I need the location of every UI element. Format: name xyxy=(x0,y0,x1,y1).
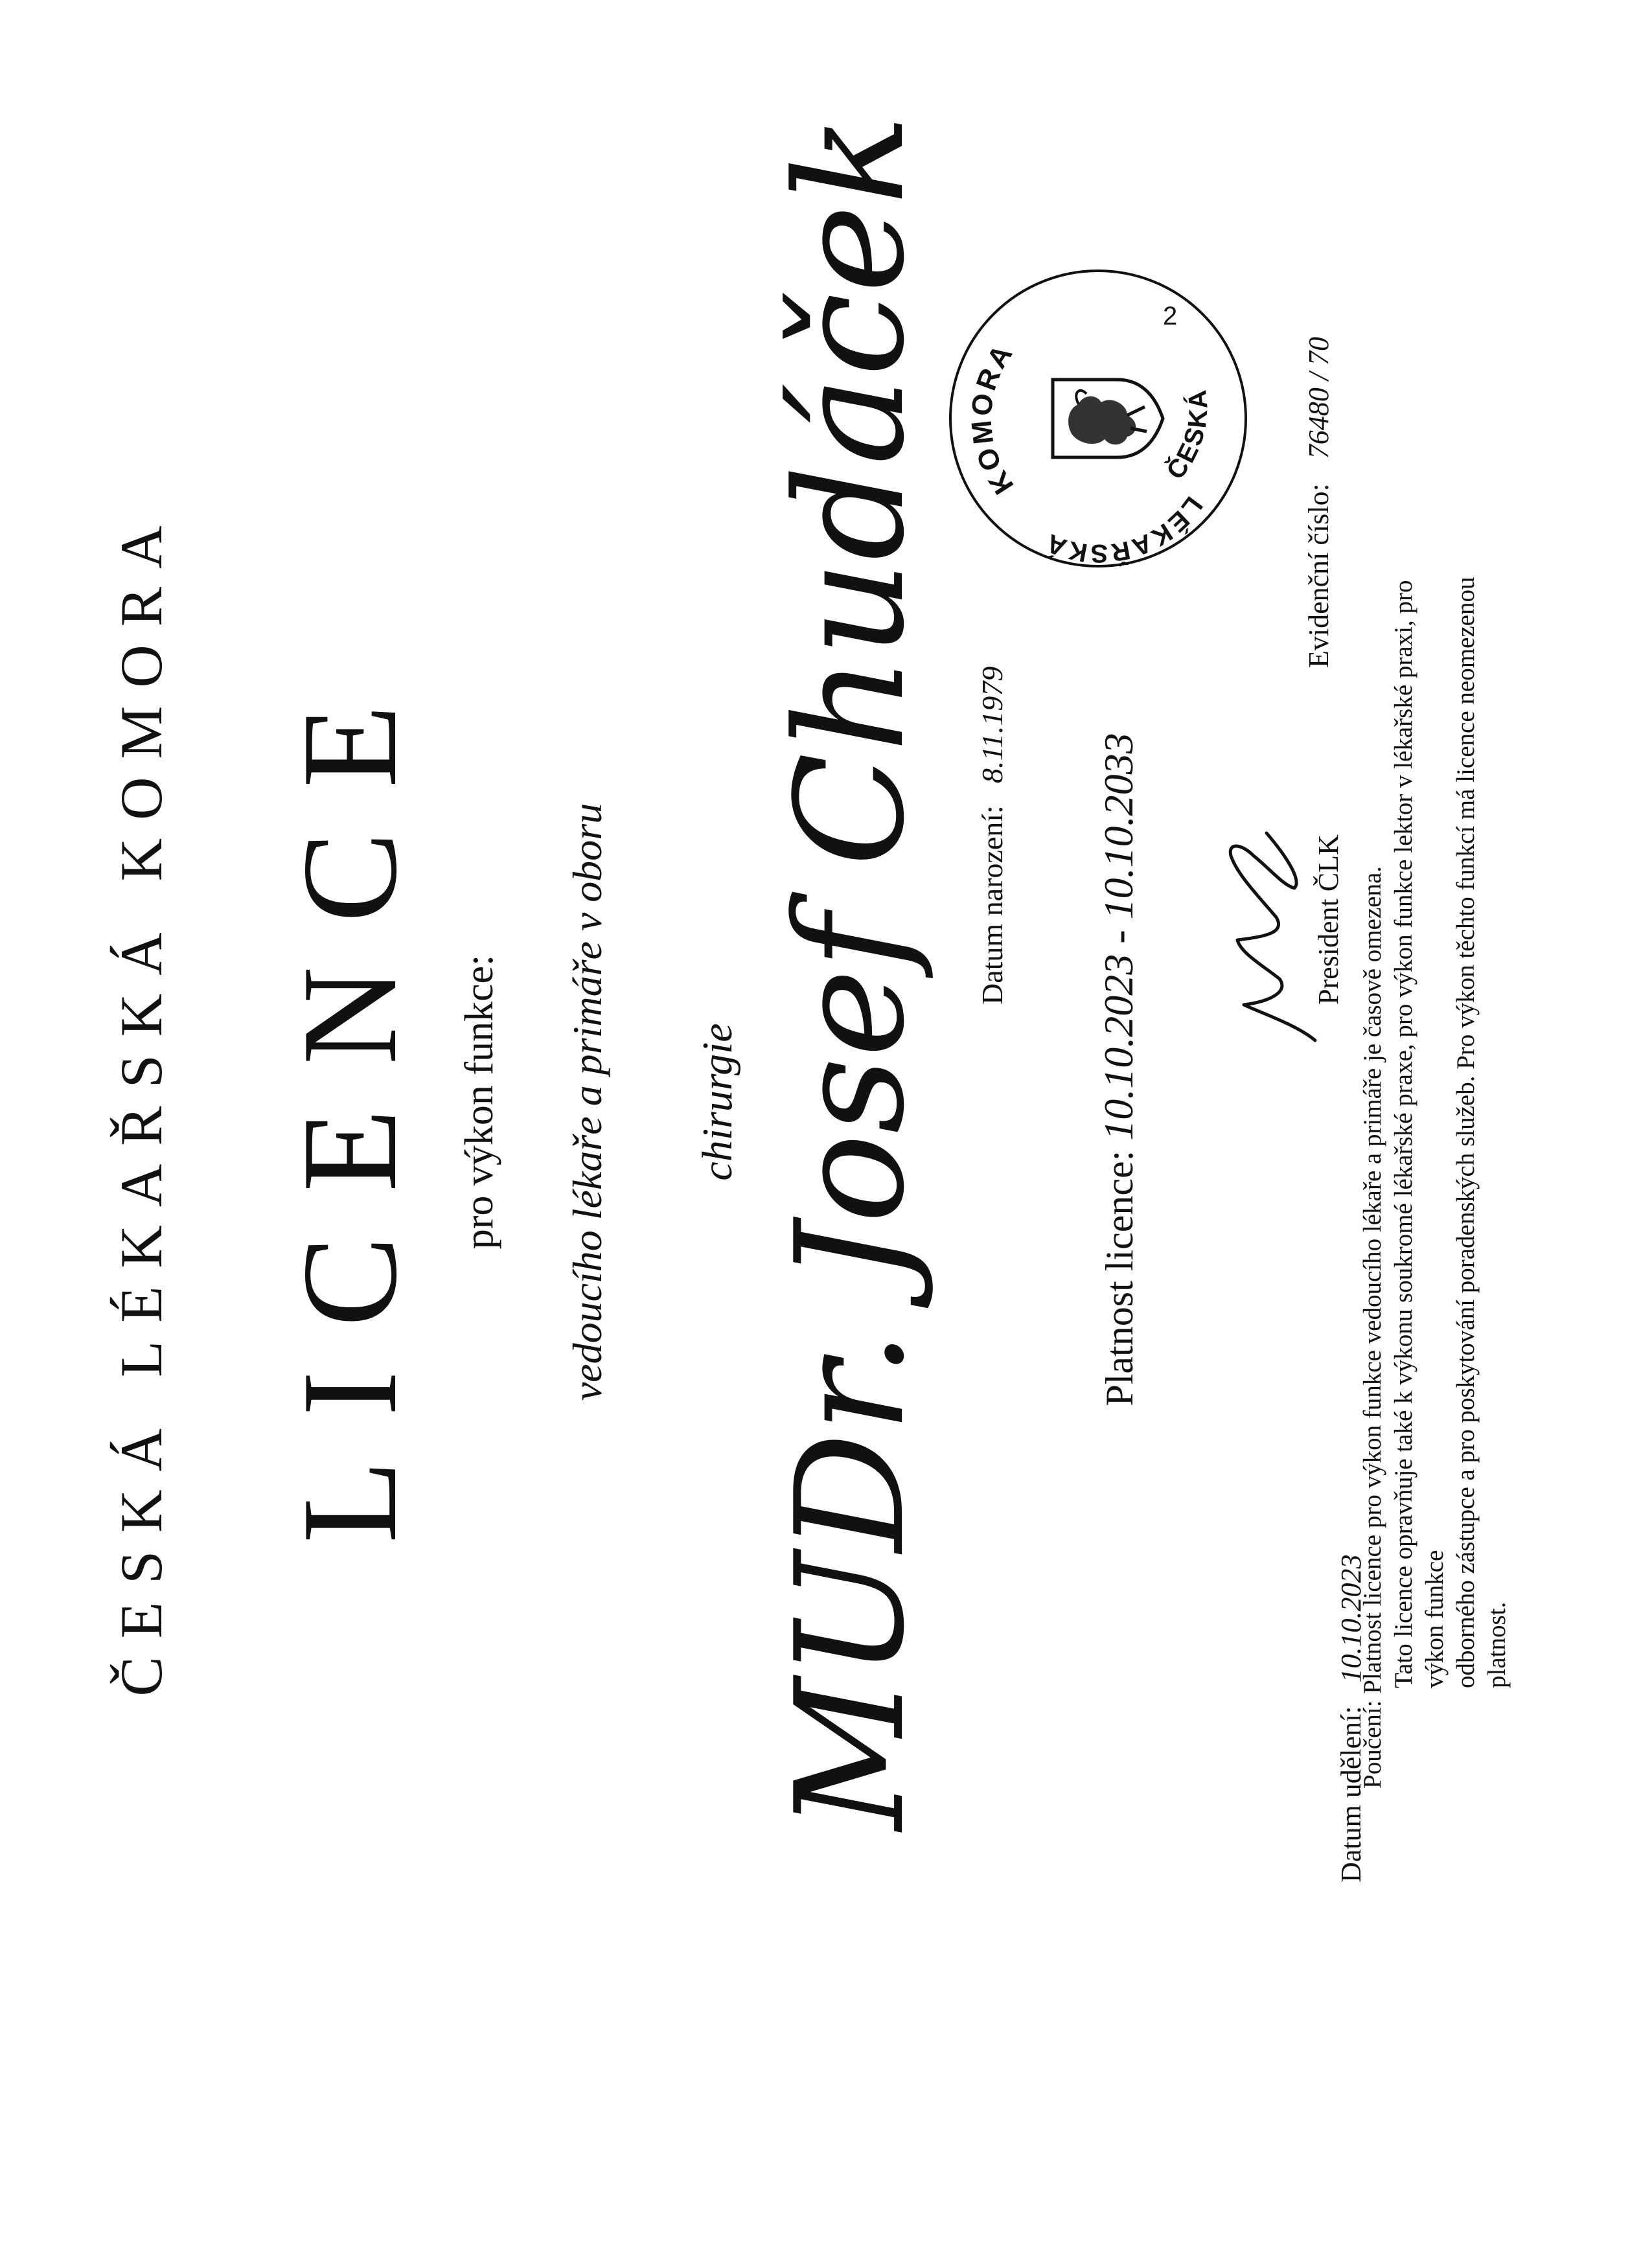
birth-date-value: 8.11.1979 xyxy=(976,666,1009,784)
notice-block xyxy=(1357,558,1513,1789)
seal-top-text: KOMORA xyxy=(965,337,1020,500)
signatory-label: President ČLK xyxy=(1313,834,1344,1005)
coat-of-arms-icon xyxy=(1053,380,1163,457)
notice-line-1: Poučení: Platnost licence pro výkon funkce vedoucího lékaře a primáře je časově omezena. xyxy=(1359,865,1386,1789)
document-title: LICENCE xyxy=(275,660,425,1544)
validity-value: 10.10.2023 - 10.10.2033 xyxy=(1096,733,1141,1141)
holder-name: MUDr. Josef Chudáček xyxy=(764,114,937,1831)
record-number-row xyxy=(1302,337,1335,668)
issue-date-label: Datum udělení: xyxy=(1335,1706,1367,1883)
organization-title: ČESKÁ LÉKAŘSKÁ KOMORA xyxy=(108,507,174,1697)
svg-text:LÉKAŘSKÁ xyxy=(1040,491,1208,568)
issue-date-value: 10.10.2023 xyxy=(1335,1554,1367,1683)
record-number-label: Evidenční číslo: xyxy=(1303,483,1335,668)
birth-date-label: Datum narození: xyxy=(976,805,1009,1005)
function-text: vedoucího lékaře a primáře v oboru xyxy=(564,803,610,1401)
specialty: chirurgie xyxy=(694,1023,741,1181)
validity-label: Platnost licence: xyxy=(1098,1150,1141,1406)
function-label: pro výkon funkce: xyxy=(457,954,501,1250)
chamber-seal xyxy=(943,263,1254,574)
notice-line-2: Tato licence opravňuje také k výkonu soukromé lékařské praxe, pro výkon funkce lektor v lékařské praxi, pro výkon funkce xyxy=(1390,580,1449,1688)
seal-number: 2 xyxy=(1163,302,1178,330)
svg-text:ČESKÁ xyxy=(1160,387,1213,485)
seal-bottom-text: ČESKÁ xyxy=(1161,387,1213,485)
seal-left-text: LÉKAŘSKÁ xyxy=(1040,491,1208,568)
validity-row xyxy=(1095,681,1143,1458)
birth-date-row xyxy=(975,667,1009,1005)
record-number-value: 76480 / 70 xyxy=(1303,337,1335,459)
svg-text:KOMORA xyxy=(965,338,1020,500)
notice-line-3: odborného zástupce a pro poskytování poradenských služeb. Pro výkon těchto funkcí má licence neomezenou platnost. xyxy=(1452,577,1511,1688)
